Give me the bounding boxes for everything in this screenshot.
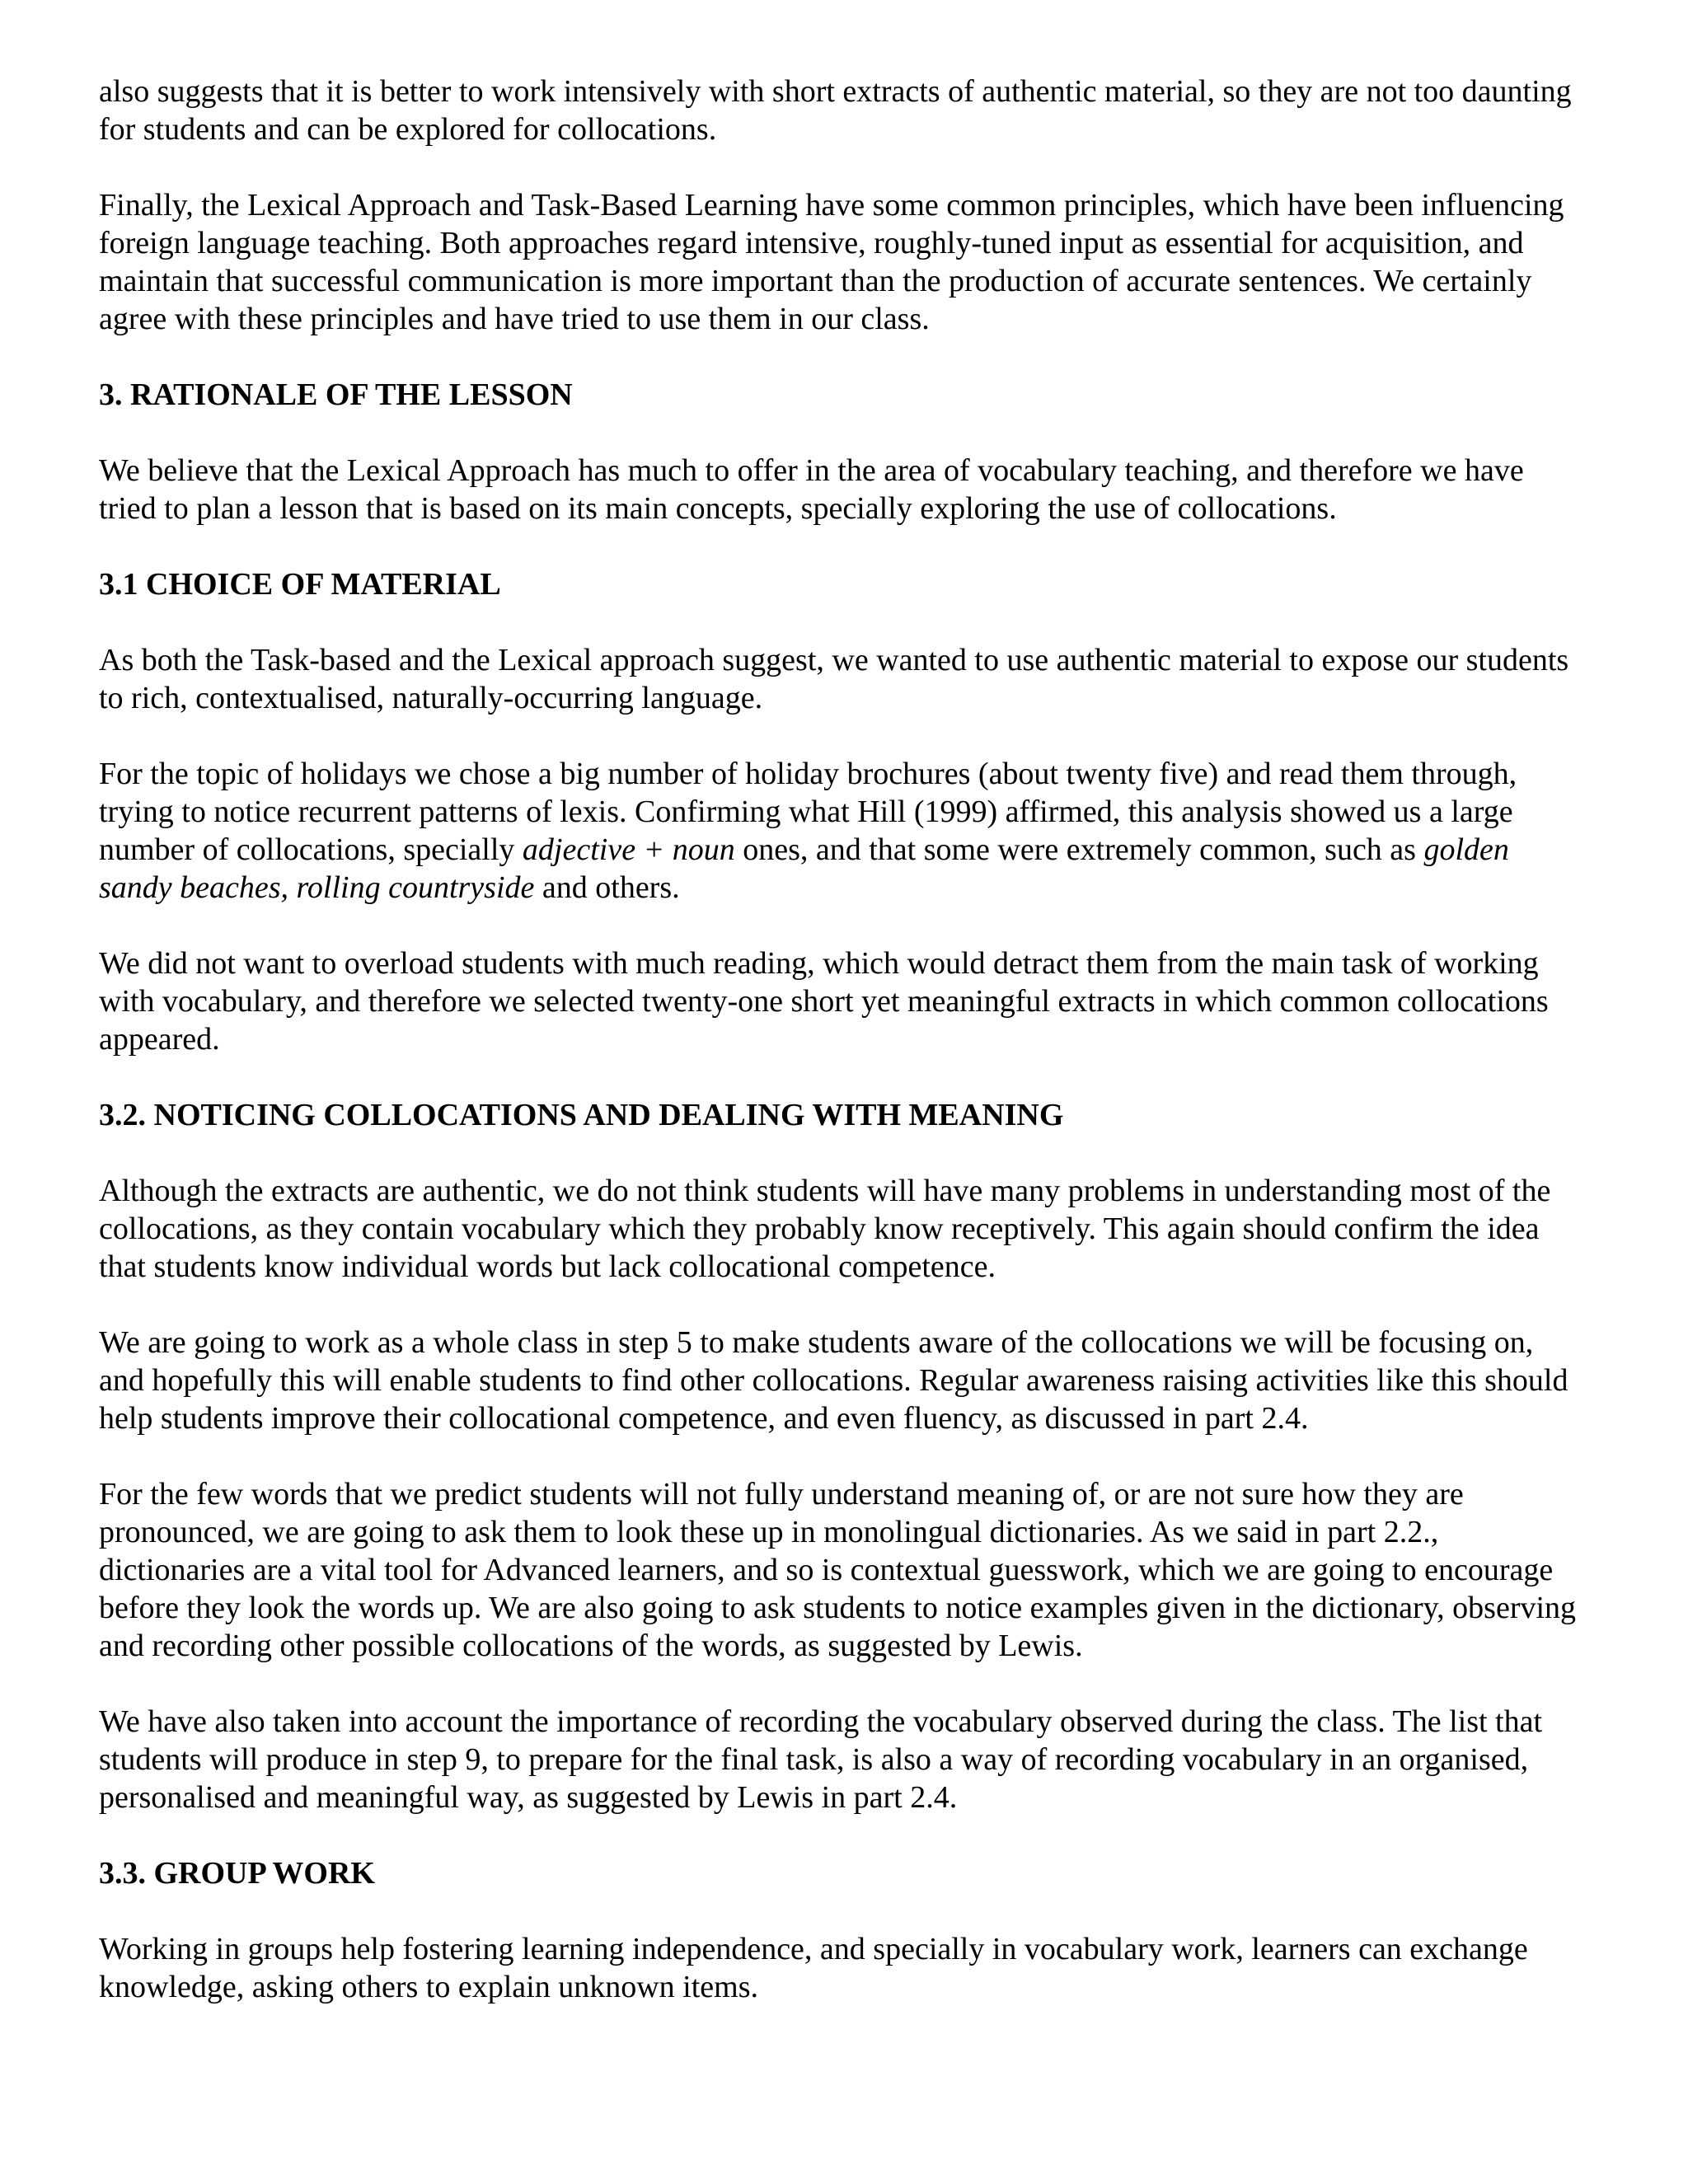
paragraph-understanding-collocations: Although the extracts are authentic, we do not think students will have many problems in understanding most of the collocations, as they contain vocabulary which they probably know receptively. This again should confirm the idea that students know individual words but lack collocational competence. — [99, 1174, 1551, 1284]
paragraph-common-principles: Finally, the Lexical Approach and Task-Based Learning have some common principles, which have been influencing foreign language teaching. Both approaches regard intensive, roughly-tuned input as essential for acquisition, and maintain that successful communication is more important than the production of accurate sentences. We certainly agree with these principles and have tried to use them in our class. — [99, 188, 1564, 336]
italic-term-adjective-noun: adjective + noun — [522, 832, 735, 867]
paragraph-group-work: Working in groups help fostering learning independence, and specially in vocabulary work, learners can exchange knowledge, asking others to explain unknown items. — [99, 1932, 1528, 2004]
paragraph-authentic-material: As both the Task-based and the Lexical approach suggest, we wanted to use authentic material to expose our students to rich, contextualised, naturally-occurring language. — [99, 643, 1569, 715]
paragraph-dictionaries: For the few words that we predict students will not fully understand meaning of, or are not sure how they are pronounced, we are going to ask them to look these up in monolingual dictionaries. As we said in part 2.2., dictionaries are a vital tool for Advanced learners, and so is contextual guesswork, which we are going to encourage before they look the words up. We are also going to ask students to notice examples given in the dictionary, observing and recording other possible collocations of the words, as suggested by Lewis. — [99, 1477, 1577, 1663]
text-run: and others. — [534, 870, 680, 905]
text-run: ones, and that some were extremely common, such as — [734, 832, 1424, 867]
text-run: For the topic of holidays we chose a big number of holiday brochures (about twenty five) and read them through, trying to notice recurrent patterns of lexis. Confirming what Hill (1999) affirmed, this analysis showed us a large number of collocations, specially — [99, 757, 1517, 867]
paragraph-whole-class-step5: We are going to work as a whole class in step 5 to make students aware of the collocations we will be focusing on, and hopefully this will enable students to find other collocations. Regular awareness raising activities like this should help students improve their collocational competence, and even fluency, as discussed in part 2.4. — [99, 1325, 1568, 1436]
paragraph-intro-continued: also suggests that it is better to work intensively with short extracts of authentic material, so they are not too daunting for students and can be explored for collocations. — [99, 74, 1572, 147]
paragraph-holiday-brochures — [99, 755, 1582, 907]
heading-choice-of-material: 3.1 CHOICE OF MATERIAL — [99, 567, 501, 602]
document-page — [99, 73, 1582, 2044]
heading-noticing-collocations: 3.2. NOTICING COLLOCATIONS AND DEALING WITH MEANING — [99, 1098, 1064, 1132]
heading-group-work: 3.3. GROUP WORK — [99, 1856, 375, 1891]
italic-term-examples: golden sandy beaches, rolling countryside — [99, 832, 1509, 905]
heading-rationale: 3. RATIONALE OF THE LESSON — [99, 377, 573, 412]
paragraph-recording-vocabulary: We have also taken into account the importance of recording the vocabulary observed during the class. The list that students will produce in step 9, to prepare for the final task, is also a way of recording vocabulary in an organised, personalised and meaningful way, as suggested by Lewis in part 2.4. — [99, 1704, 1543, 1815]
paragraph-rationale: We believe that the Lexical Approach has much to offer in the area of vocabulary teaching, and therefore we have tried to plan a lesson that is based on its main concepts, specially exploring the use of collocations. — [99, 453, 1524, 526]
paragraph-short-extracts: We did not want to overload students with much reading, which would detract them from the main task of working with vocabulary, and therefore we selected twenty-one short yet meaningful extracts in which common collocations appeared. — [99, 946, 1549, 1057]
